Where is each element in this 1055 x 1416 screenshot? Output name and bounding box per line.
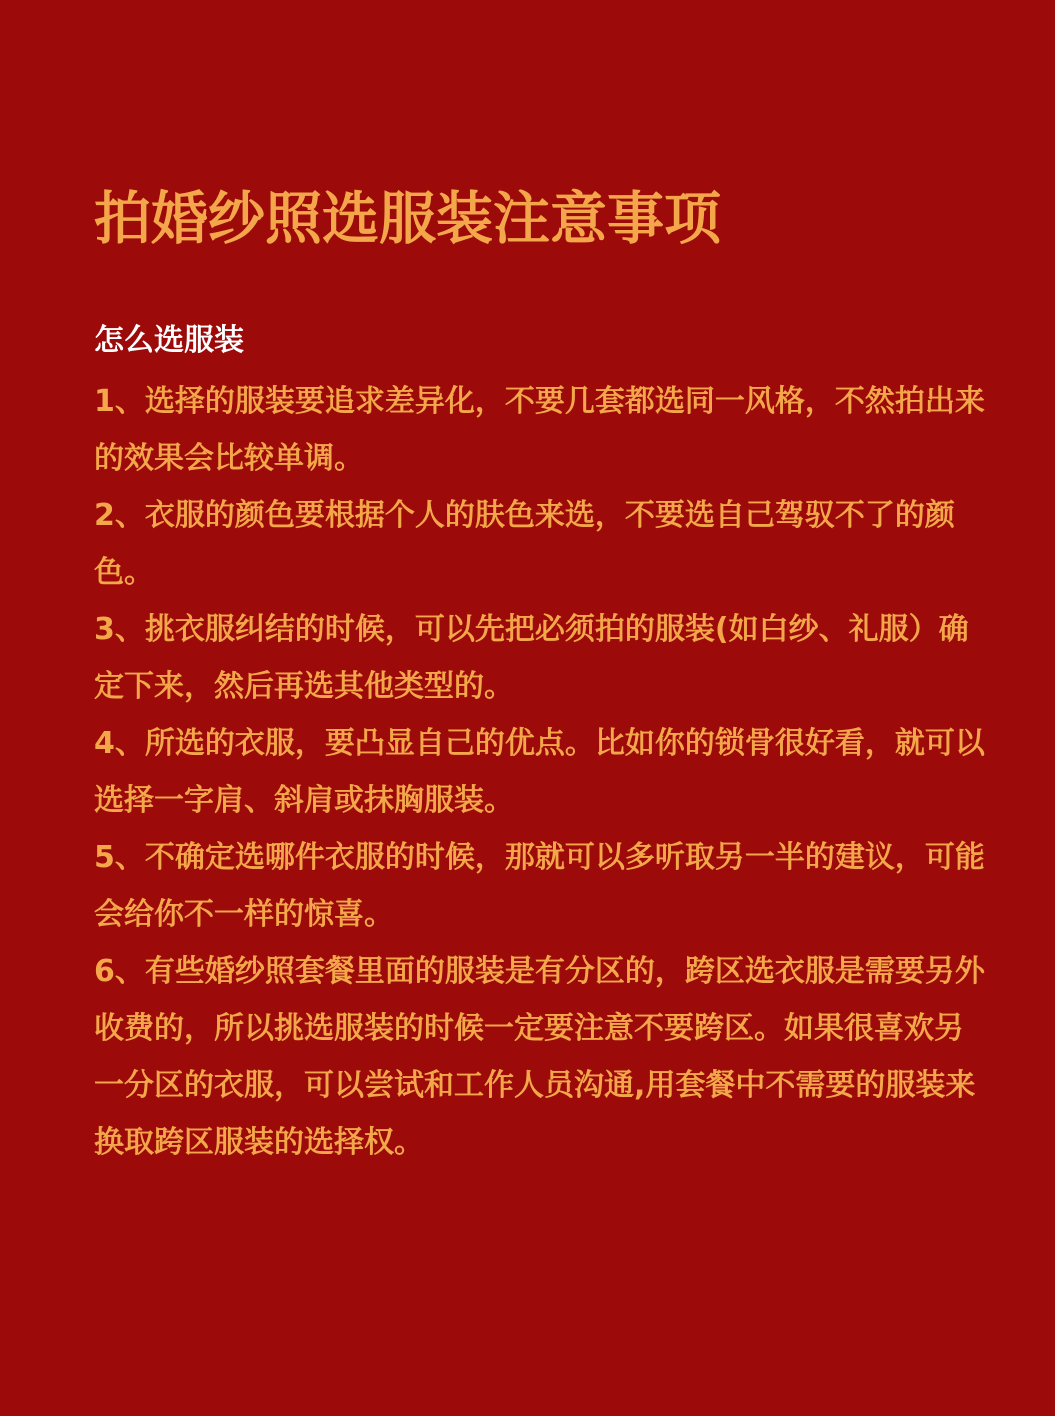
tip-item-5: 5、不确定选哪件衣服的时候，那就可以多听取另一半的建议，可能会给你不一样的惊喜。 <box>94 840 985 932</box>
tips-list <box>94 373 989 1171</box>
tip-item-3: 3、挑衣服纠结的时候，可以先把必须拍的服装(如白纱、礼服）确定下来，然后再选其他类型的。 <box>94 612 969 704</box>
tip-item-4: 4、所选的衣服，要凸显自己的优点。比如你的锁骨很好看，就可以选择一字肩、斜肩或抹胸服装。 <box>94 726 985 818</box>
section-heading: 怎么选服装 <box>94 323 244 358</box>
tip-item-2: 2、衣服的颜色要根据个人的肤色来选，不要选自己驾驭不了的颜色。 <box>94 498 955 590</box>
tip-item-1: 1、选择的服装要追求差异化，不要几套都选同一风格，不然拍出来的效果会比较单调。 <box>94 384 985 476</box>
tip-item-6: 6、有些婚纱照套餐里面的服装是有分区的，跨区选衣服是需要另外收费的，所以挑选服装的时候一定要注意不要跨区。如果很喜欢另一分区的衣服，可以尝试和工作人员沟通,用套餐中不需要的服装来换取跨区服装的选择权。 <box>94 954 985 1160</box>
page-title: 拍婚纱照选服装注意事项 <box>94 186 721 252</box>
